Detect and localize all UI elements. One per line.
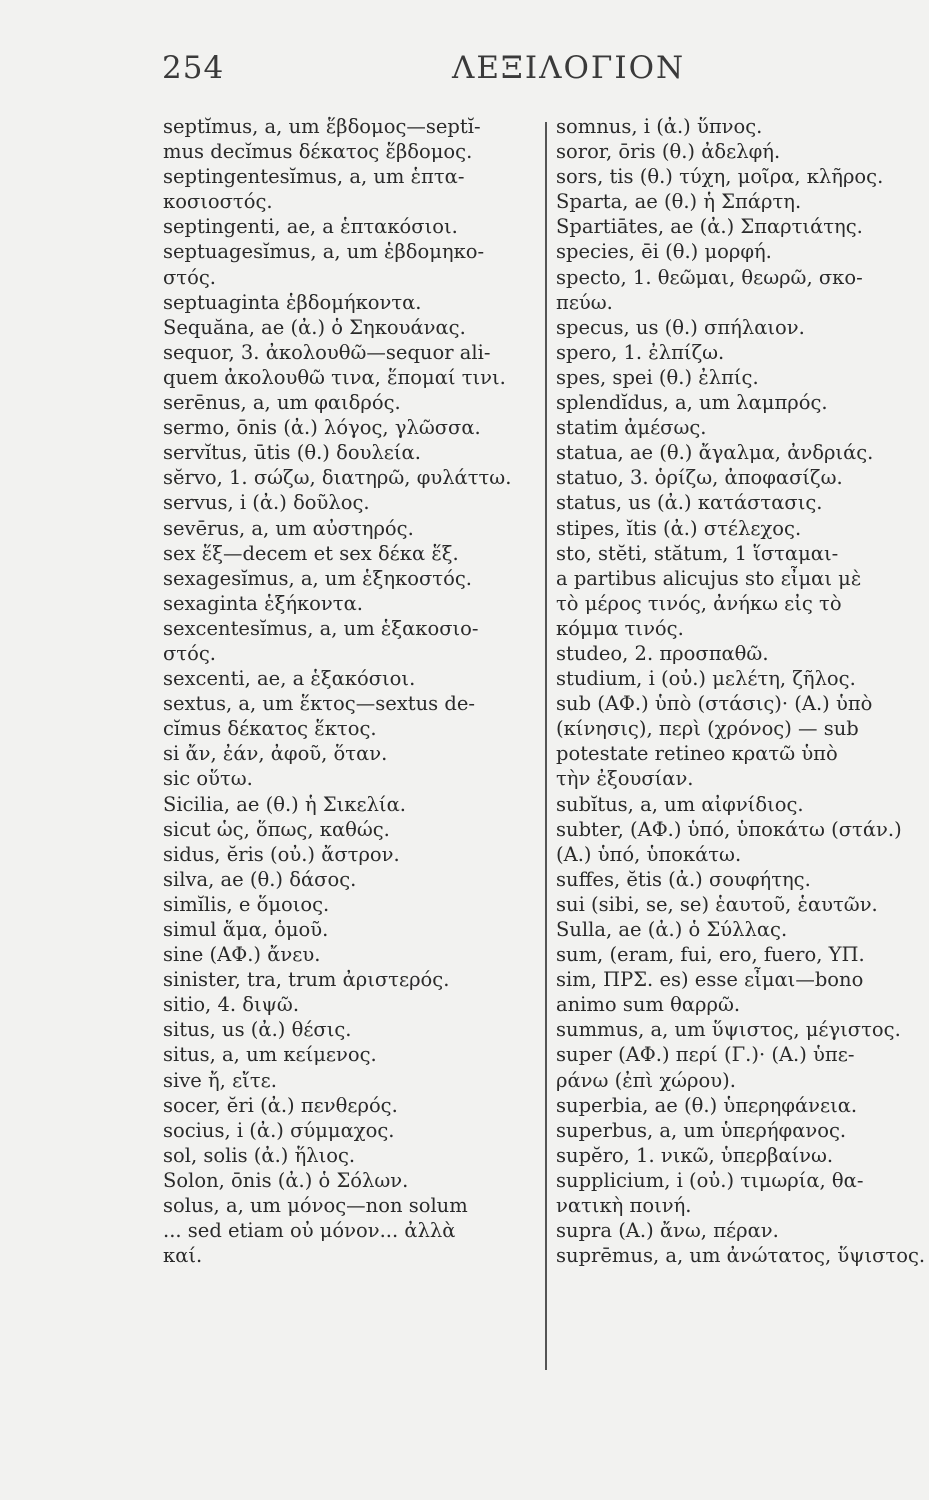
dictionary-line: sexagesĭmus, a, um ἑξηκοστός. — [163, 566, 472, 590]
dictionary-line: κόμμα τινός. — [556, 616, 684, 640]
dictionary-line: status, us (ἀ.) κατάστασις. — [556, 491, 823, 515]
dictionary-line: soror, ōris (θ.) ἀδελφή. — [556, 140, 781, 164]
dictionary-line: sto, stĕti, stătum, 1 ἵσταμαι- — [556, 541, 839, 565]
dictionary-line: subter, (ΑΦ.) ὑπό, ὑποκάτω (στάν.) — [556, 817, 902, 841]
dictionary-line: καί. — [163, 1244, 203, 1268]
dictionary-line: situs, a, um κείμενος. — [163, 1043, 377, 1067]
dictionary-line: studeo, 2. προσπαθῶ. — [556, 641, 769, 665]
dictionary-line: a partibus alicujus sto εἶμαι μὲ — [556, 566, 862, 590]
dictionary-line: sui (sibi, se, se) ἑαυτοῦ, ἑαυτῶν. — [556, 892, 878, 916]
dictionary-line: Solon, ōnis (ἀ.) ὁ Σόλων. — [163, 1168, 409, 1192]
page-number: 254 — [162, 50, 225, 86]
dictionary-line: στός. — [163, 641, 216, 665]
dictionary-line: ράνω (ἐπὶ χώρου). — [556, 1068, 736, 1092]
dictionary-line: Spartiātes, ae (ἀ.) Σπαρτιάτης. — [556, 215, 863, 239]
dictionary-line: suffes, ĕtis (ἀ.) σουφήτης. — [556, 867, 811, 891]
dictionary-line: supra (Α.) ἄνω, πέραν. — [556, 1219, 779, 1243]
dictionary-line: Sequăna, ae (ἀ.) ὁ Σηκουάνας. — [163, 315, 466, 339]
dictionary-line: septĭmus, a, um ἕβδομος—septĭ- — [163, 115, 481, 138]
dictionary-line: (κίνησις), περὶ (χρόνος) — sub — [556, 717, 859, 741]
dictionary-line: silva, ae (θ.) δάσος. — [163, 867, 357, 891]
dictionary-line: potestate retineo κρατῶ ὑπὸ — [556, 742, 838, 766]
dictionary-line: sextus, a, um ἕκτος—sextus de- — [163, 692, 475, 716]
dictionary-line: Sulla, ae (ἀ.) ὁ Σύλλας. — [556, 918, 788, 941]
dictionary-line: sermo, ōnis (ἀ.) λόγος, γλῶσσα. — [163, 416, 481, 440]
dictionary-line: sum, (eram, fui, ero, fuero, ΥΠ. — [556, 943, 865, 967]
dictionary-line: spes, spei (θ.) ἐλπίς. — [556, 365, 759, 389]
dictionary-line: Sicilia, ae (θ.) ἡ Σικελία. — [163, 792, 406, 816]
dictionary-line: superbus, a, um ὑπερήφανος. — [556, 1118, 847, 1142]
dictionary-line: servus, i (ἀ.) δοῦλος. — [163, 491, 370, 515]
dictionary-line: στός. — [163, 265, 216, 289]
dictionary-line: sors, tis (θ.) τύχη, μοῖρα, κλῆρος. — [556, 165, 884, 189]
dictionary-line: superbia, ae (θ.) ὑπερηφάνεια. — [556, 1093, 858, 1117]
dictionary-line: sol, solis (ἀ.) ἥλιος. — [163, 1143, 356, 1167]
dictionary-line: sive ἤ, εἴτε. — [163, 1068, 277, 1092]
dictionary-line: sidus, ĕris (οὐ.) ἄστρον. — [163, 842, 400, 866]
dictionary-line: stipes, ĭtis (ἀ.) στέλεχος. — [556, 516, 802, 540]
dictionary-line: cĭmus δέκατος ἕκτος. — [163, 717, 377, 741]
dictionary-line: κοσιοστός. — [163, 190, 273, 214]
dictionary-line: sim, ΠΡΣ. es) esse εἶμαι—bono — [556, 968, 864, 992]
dictionary-line: ... sed etiam οὐ μόνον... ἀλλὰ — [163, 1219, 456, 1243]
dictionary-line: specus, us (θ.) σπήλαιον. — [556, 315, 805, 339]
dictionary-line: πεύω. — [556, 290, 613, 314]
dictionary-line: sexcenti, ae, a ἑξακόσιοι. — [163, 667, 416, 691]
dictionary-line: sex ἕξ—decem et sex δέκα ἕξ. — [163, 541, 459, 565]
dictionary-line: studium, i (οὐ.) μελέτη, ζῆλος. — [556, 667, 856, 691]
dictionary-line: situs, us (ἀ.) θέσις. — [163, 1018, 352, 1042]
dictionary-line: socius, i (ἀ.) σύμμαχος. — [163, 1118, 395, 1142]
dictionary-line: sequor, 3. ἀκολουθῶ—sequor ali- — [163, 340, 491, 364]
dictionary-line: suprēmus, a, um ἀνώτατος, ὕψιστος. — [556, 1244, 926, 1268]
dictionary-line: splendĭdus, a, um λαμπρός. — [556, 391, 828, 415]
dictionary-line: spero, 1. ἐλπίζω. — [556, 340, 725, 364]
dictionary-line: servĭtus, ūtis (θ.) δουλεία. — [163, 441, 421, 465]
dictionary-line: sic οὕτω. — [163, 767, 253, 791]
dictionary-line: septuagesĭmus, a, um ἑβδομηκο- — [163, 240, 485, 264]
dictionary-line: sicut ὡς, ὅπως, καθώς. — [163, 817, 390, 841]
dictionary-line: statim ἀμέσως. — [556, 416, 707, 440]
dictionary-line: (Α.) ὑπό, ὑποκάτω. — [556, 842, 742, 866]
dictionary-line: septuaginta ἑβδομήκοντα. — [163, 290, 422, 314]
dictionary-line: septingentesĭmus, a, um ἑπτα- — [163, 165, 465, 189]
running-title: ΛΕΞΙΛΟΓΙΟΝ — [452, 50, 686, 86]
dictionary-line: simul ἅμα, ὁμοῦ. — [163, 918, 329, 941]
dictionary-line: sinister, tra, trum ἀριστερός. — [163, 968, 450, 992]
dictionary-line: statua, ae (θ.) ἄγαλμα, ἀνδριάς. — [556, 441, 874, 465]
dictionary-line: sexaginta ἑξήκοντα. — [163, 591, 363, 615]
dictionary-line: serēnus, a, um φαιδρός. — [163, 391, 401, 415]
dictionary-line: somnus, i (ἀ.) ὕπνος. — [556, 115, 763, 138]
dictionary-line: super (ΑΦ.) περί (Γ.)· (Α.) ὑπε- — [556, 1043, 855, 1067]
dictionary-line: supplicium, i (οὐ.) τιμωρία, θα- — [556, 1168, 864, 1192]
dictionary-line: mus decĭmus δέκατος ἕβδομος. — [163, 140, 473, 164]
dictionary-line: solus, a, um μόνος—non solum — [163, 1194, 468, 1218]
dictionary-line: νατικὴ ποινή. — [556, 1194, 692, 1218]
dictionary-line: Sparta, ae (θ.) ἡ Σπάρτη. — [556, 190, 802, 214]
dictionary-line: quem ἀκολουθῶ τινα, ἕπομαί τινι. — [163, 365, 506, 389]
dictionary-line: socer, ĕri (ἀ.) πενθερός. — [163, 1093, 398, 1117]
dictionary-line: septingenti, ae, a ἑπτακόσιοι. — [163, 215, 458, 239]
dictionary-line: subĭtus, a, um αἰφνίδιος. — [556, 792, 804, 816]
right-column — [556, 114, 929, 1268]
dictionary-line: supĕro, 1. νικῶ, ὑπερβαίνω. — [556, 1143, 834, 1167]
dictionary-line: animo sum θαρρῶ. — [556, 993, 741, 1017]
dictionary-line: species, ēi (θ.) μορφή. — [556, 240, 772, 264]
dictionary-line: si ἄν, ἐάν, ἀφοῦ, ὅταν. — [163, 742, 388, 766]
dictionary-line: τὴν ἐξουσίαν. — [556, 767, 694, 791]
dictionary-line: τὸ μέρος τινός, ἀνήκω εἰς τὸ — [556, 591, 842, 615]
dictionary-line: sĕrvo, 1. σώζω, διατηρῶ, φυλάττω. — [163, 466, 512, 490]
column-divider — [545, 122, 547, 1370]
dictionary-line: simĭlis, e ὅμοιος. — [163, 892, 330, 916]
dictionary-line: specto, 1. θεῶμαι, θεωρῶ, σκο- — [556, 265, 863, 289]
dictionary-line: summus, a, um ὕψιστος, μέγιστος. — [556, 1018, 901, 1042]
left-column — [163, 114, 541, 1268]
dictionary-line: sub (ΑΦ.) ὑπὸ (στάσις)· (Α.) ὑπὸ — [556, 692, 873, 716]
dictionary-line: sevērus, a, um αὐστηρός. — [163, 516, 414, 540]
dictionary-line: sitio, 4. διψῶ. — [163, 993, 300, 1017]
dictionary-line: sexcentesĭmus, a, um ἑξακοσιο- — [163, 616, 479, 640]
dictionary-line: sine (ΑΦ.) ἄνευ. — [163, 943, 321, 967]
dictionary-line: statuo, 3. ὁρίζω, ἀποφασίζω. — [556, 466, 843, 490]
